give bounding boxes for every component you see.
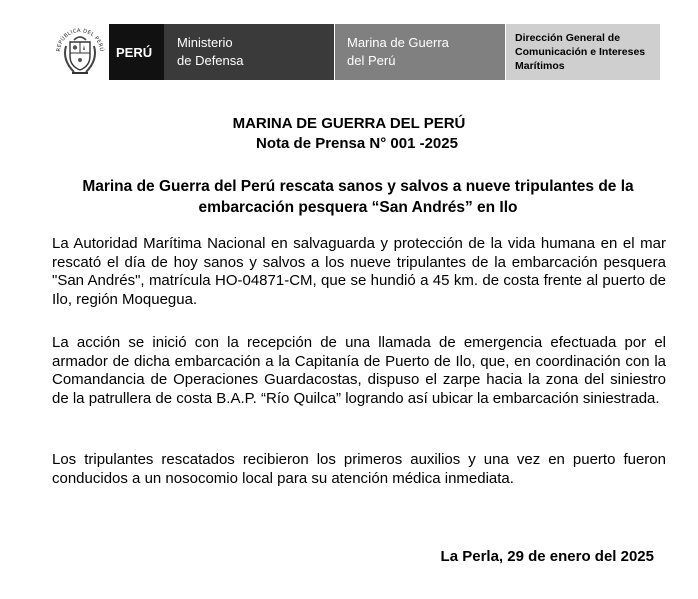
body-paragraph-3: Los tripulantes rescatados recibieron los primeros auxilios y una vez en puerto fueron conducidos a un nosocomio local para su atención médica inmediata. <box>52 451 666 487</box>
ministry-line-1: Ministerio <box>177 35 233 50</box>
navy-block <box>335 24 505 80</box>
directorate-line-1: Dirección General de <box>515 32 621 44</box>
body-paragraph-1: La Autoridad Marítima Nacional en salvaguarda y protección de la vida humana en el mar rescató el día de hoy sanos y salvos a los nueve tripulantes de la embarcación pesquera "San Andrés", matrícula HO-04871-CM, que se hundió a 45 km. de costa frente al puerto de Ilo, región Moquegua. <box>52 235 666 308</box>
seal-text: REPÚBLICA DEL PERÚ <box>55 27 105 52</box>
place-and-date: La Perla, 29 de enero del 2025 <box>440 548 654 565</box>
peru-label: PERÚ <box>116 44 153 60</box>
directorate-line-2: Comunicación e Intereses <box>515 46 646 58</box>
press-headline: Marina de Guerra del Perú rescata sanos y salvos a nueve tripulantes de la embarcación pesquera “San Andrés” en Ilo <box>82 178 634 216</box>
institution-title: MARINA DE GUERRA DEL PERÚ <box>232 115 466 132</box>
directorate-block <box>506 24 660 80</box>
ministry-line-2: de Defensa <box>177 53 244 68</box>
ministry-block <box>164 24 334 80</box>
header-band <box>52 22 660 80</box>
coat-of-arms-seal <box>52 22 108 80</box>
navy-line-2: del Perú <box>347 53 396 68</box>
press-release-number: Nota de Prensa N° 001 -2025 <box>256 135 458 152</box>
body-paragraph-2: La acción se inició con la recepción de una llamada de emergencia efectuada por el armador de dicha embarcación a la Capitanía de Puerto de Ilo, que, en coordinación con la Comandancia de Operaciones Guardacostas, dispuso el zarpe hacia la zona del siniestro de la patrullera de costa B.A.P. “Río Quilca” logrando así ubicar la embarcación siniestrada. <box>52 334 666 407</box>
navy-line-1: Marina de Guerra <box>347 35 449 50</box>
directorate-line-3: Marítimos <box>515 60 565 72</box>
